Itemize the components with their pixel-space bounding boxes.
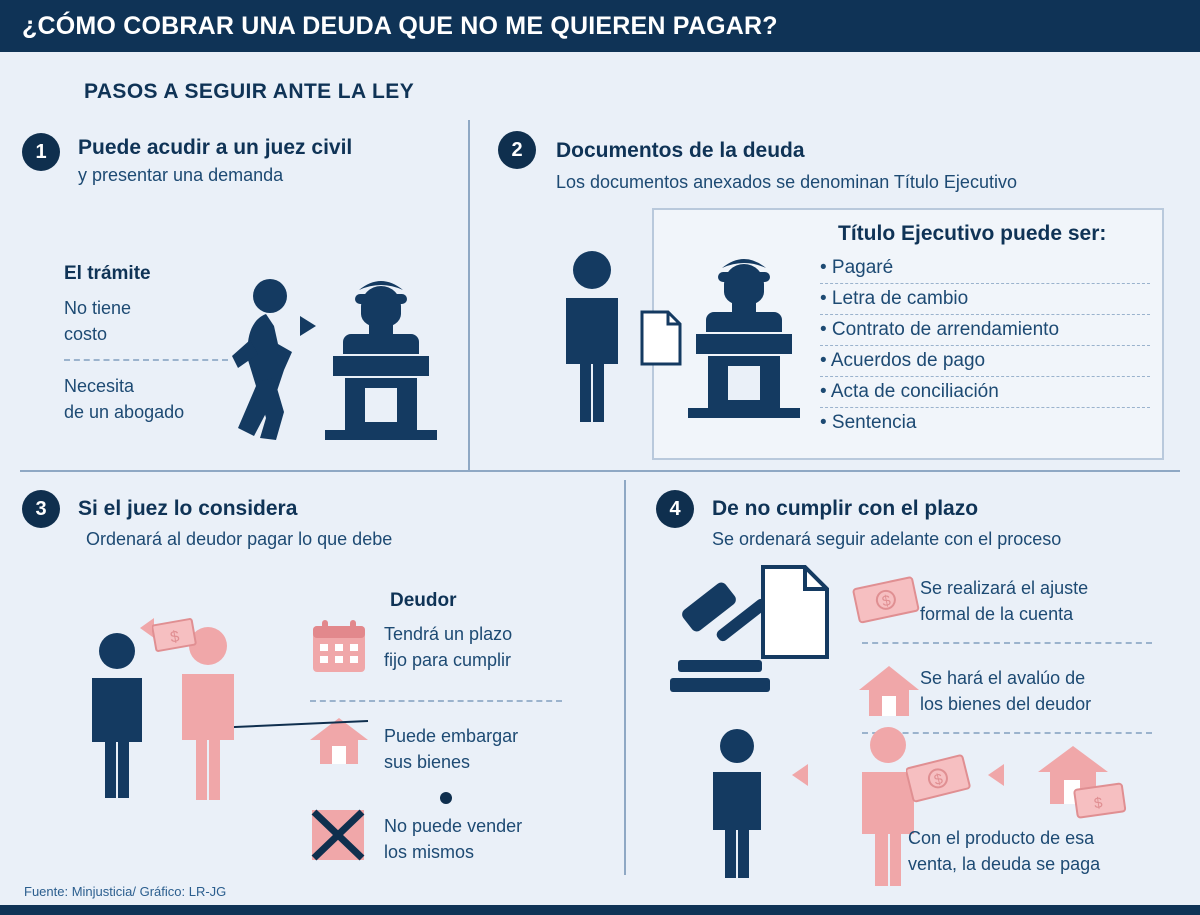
triangle-arrow-icon bbox=[300, 316, 318, 336]
svg-text:$: $ bbox=[169, 628, 181, 647]
document-icon bbox=[760, 564, 830, 660]
step-subtitle-2: Los documentos anexados se denominan Título Ejecutivo bbox=[556, 172, 1017, 192]
house-icon bbox=[856, 662, 922, 720]
step4-dash-1 bbox=[862, 642, 1152, 644]
step3-item1-line1: Tendrá un plazo bbox=[384, 624, 513, 644]
list-item: • Sentencia bbox=[820, 412, 917, 433]
divider-horizontal bbox=[20, 470, 1180, 472]
page-title: ¿CÓMO COBRAR UNA DEUDA QUE NO ME QUIEREN PAGAR? bbox=[22, 11, 778, 40]
person-navy-icon bbox=[700, 728, 774, 878]
divider-vertical-top bbox=[468, 120, 470, 470]
step-badge-3: 3 bbox=[22, 490, 60, 528]
calendar-icon bbox=[310, 618, 368, 676]
step-title-4: De no cumplir con el plazo bbox=[712, 497, 979, 520]
step3-item3-line2: los mismos bbox=[384, 842, 475, 862]
step4-item2-line2: los bienes del deudor bbox=[920, 694, 1092, 714]
cross-out-icon bbox=[306, 806, 370, 864]
step4-item1-line1: Se realizará el ajuste bbox=[920, 578, 1089, 598]
step1-block-title: El trámite bbox=[64, 263, 151, 284]
titulo-ejecutivo-list bbox=[820, 256, 1150, 441]
step4-item3-line1: Con el producto de esa bbox=[908, 828, 1095, 848]
person-navy-icon bbox=[78, 632, 156, 800]
divider-vertical-bottom bbox=[624, 480, 626, 875]
list-item: • Acta de conciliación bbox=[820, 380, 1150, 408]
svg-text:$: $ bbox=[932, 770, 945, 790]
source-credit: Fuente: Minjusticia/ Gráfico: LR-JG bbox=[24, 884, 227, 899]
step3-item3-line1: No puede vender bbox=[384, 816, 523, 836]
money-bill-icon bbox=[152, 612, 210, 656]
triangle-arrow-icon bbox=[792, 764, 810, 786]
header-bar bbox=[0, 0, 1200, 52]
step-subtitle-4: Se ordenará seguir adelante con el proceso bbox=[712, 529, 1062, 549]
step1-item2-line1: Necesita bbox=[64, 376, 135, 396]
subtitle: PASOS A SEGUIR ANTE LA LEY bbox=[84, 80, 415, 103]
connector-dot bbox=[438, 790, 454, 806]
person-walking-icon bbox=[226, 278, 306, 448]
step4-item2-line1: Se hará el avalúo de bbox=[920, 668, 1086, 688]
step1-item2-line2: de un abogado bbox=[64, 402, 185, 422]
triangle-arrow-icon bbox=[988, 764, 1006, 786]
step-title-2: Documentos de la deuda bbox=[556, 139, 805, 162]
box-title: Título Ejecutivo puede ser: bbox=[838, 222, 1107, 245]
step-badge-1: 1 bbox=[22, 133, 60, 171]
document-icon bbox=[640, 310, 682, 366]
money-bill-icon bbox=[852, 572, 928, 628]
step-title-3: Si el juez lo considera bbox=[78, 497, 298, 520]
list-item: • Acuerdos de pago bbox=[820, 349, 1150, 377]
judge-bench-icon bbox=[325, 272, 437, 440]
step3-item2-line2: sus bienes bbox=[384, 752, 471, 772]
step-subtitle-1: y presentar una demanda bbox=[78, 165, 284, 185]
step1-item1-line2: costo bbox=[64, 324, 108, 344]
step1-item1-line1: No tiene bbox=[64, 298, 132, 318]
money-bill-icon bbox=[1072, 778, 1136, 826]
list-item: • Contrato de arrendamiento bbox=[820, 318, 1150, 346]
svg-text:$: $ bbox=[880, 592, 893, 611]
step-badge-2: 2 bbox=[498, 131, 536, 169]
step4-item1-line2: formal de la cuenta bbox=[920, 604, 1074, 624]
svg-text:$: $ bbox=[1092, 794, 1104, 813]
list-item: • Letra de cambio bbox=[820, 287, 1150, 315]
step4-item3-line2: venta, la deuda se paga bbox=[908, 854, 1101, 874]
step3-item2-line1: Puede embargar bbox=[384, 726, 519, 746]
step-subtitle-3: Ordenará al deudor pagar lo que debe bbox=[86, 529, 393, 549]
list-item: • Pagaré bbox=[820, 256, 1150, 284]
judge-bench-icon bbox=[688, 250, 800, 418]
step-title-1: Puede acudir a un juez civil bbox=[78, 136, 353, 159]
step-badge-4: 4 bbox=[656, 490, 694, 528]
step1-dashed-separator bbox=[64, 359, 228, 361]
step3-dash-1 bbox=[310, 700, 562, 702]
step3-block-title: Deudor bbox=[390, 590, 457, 611]
step3-item1-line2: fijo para cumplir bbox=[384, 650, 512, 670]
bottom-bar bbox=[0, 905, 1200, 915]
person-navy-icon bbox=[550, 250, 634, 422]
money-bill-icon bbox=[906, 752, 982, 814]
